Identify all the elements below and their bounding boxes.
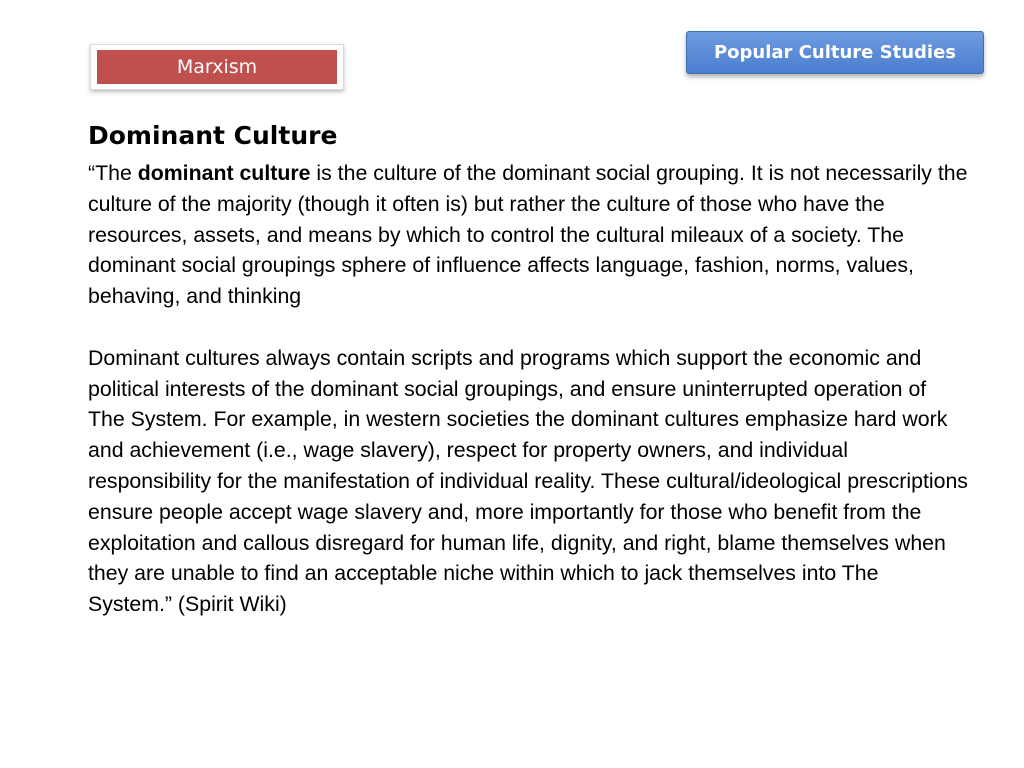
- topic-button[interactable]: Popular Culture Studies: [686, 31, 984, 74]
- quote-open: “The: [88, 161, 138, 185]
- slide-heading: Dominant Culture: [88, 121, 338, 150]
- section-tag: [90, 44, 344, 90]
- explanation-paragraph: Dominant cultures always contain scripts and programs which support the economic and political interests of the dominant social groupings, and ensure uninterrupted operation of The System. For example, in western societies the dominant cultures emphasize hard work and achievement (i.e., wage slavery), respect for property owners, and individual responsibility for the manifestation of individual reality. These cultural/ideological prescriptions ensure people accept wage slavery and, more importantly for those who benefit from the exploitation and callous disregard for human life, dignity, and right, blame themselves when they are unable to find an acceptable niche within which to jack themselves into The System.” (Spirit Wiki): [88, 345, 968, 617]
- defined-term: dominant culture: [137, 161, 311, 185]
- section-tag-label: Marxism: [97, 50, 337, 84]
- definition-text: is the culture of the dominant social grouping. It is not necessarily the culture of the majority (though it often is) but rather the culture of those who have the resources, assets, and means by which to control the cultural mileaux of a society. The dominant social groupings sphere of influence affects language, fashion, norms, values, behaving, and thinking: [88, 161, 968, 309]
- definition-paragraph: [88, 158, 968, 312]
- body-text: [88, 158, 968, 620]
